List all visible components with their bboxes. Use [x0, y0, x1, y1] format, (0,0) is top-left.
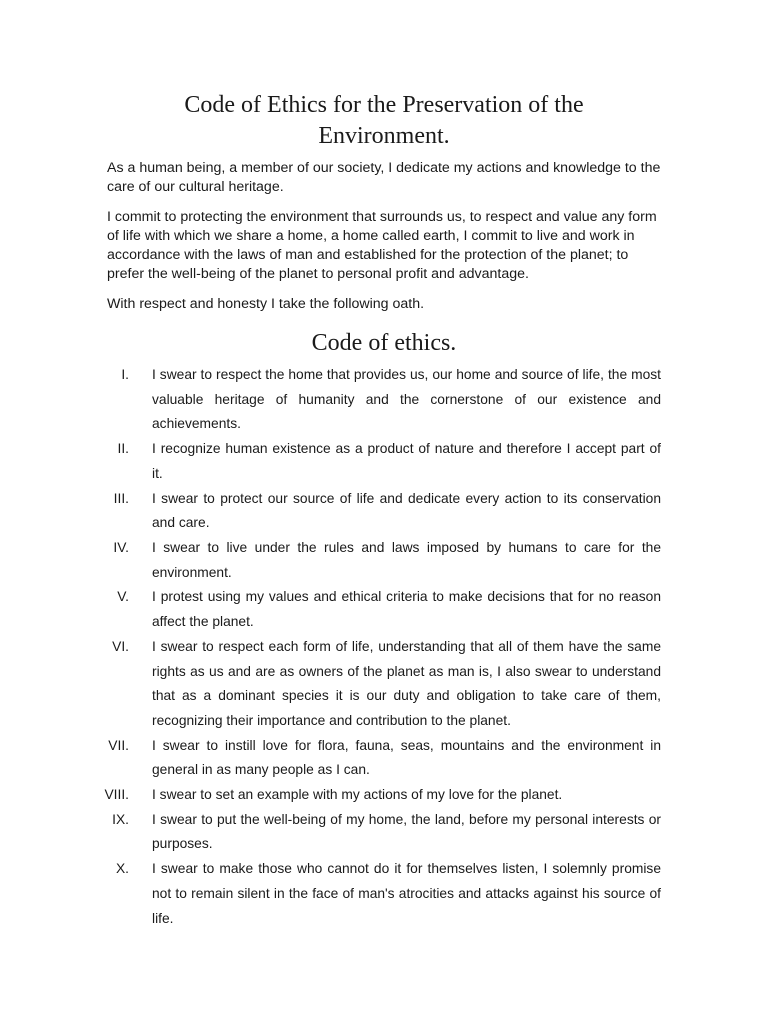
commitment-paragraph: I commit to protecting the environment that surrounds us, to respect and value any form of life with which we share a home, a home called earth, I commit to live and work in accordance with the laws of man and established for the protection of the planet; to prefer the well-being of the planet to personal profit and advantage.	[107, 208, 657, 283]
list-item-number: VI.	[112, 638, 129, 654]
list-item	[104, 783, 661, 808]
list-item	[107, 437, 661, 486]
document-title: Code of Ethics for the Preservation of the Environment.	[184, 92, 584, 149]
list-item-number: VII.	[108, 737, 129, 753]
list-item-text: I swear to respect the home that provides us, our home and source of life, the most valuable heritage of humanity and the cornerstone of our existence and achievements.	[152, 367, 661, 432]
list-item-number: III.	[113, 490, 129, 506]
list-item-number: II.	[117, 441, 129, 457]
list-item	[107, 585, 661, 634]
list-item-number: IX.	[112, 811, 129, 827]
list-item-text: I protest using my values and ethical criteria to make decisions that for no reason affect the planet.	[152, 589, 661, 630]
list-item-number: IV.	[113, 540, 129, 555]
list-item-text: I swear to put the well-being of my home, the land, before my personal interests or purposes.	[152, 811, 661, 852]
list-item	[107, 808, 661, 857]
list-item-text: I swear to protect our source of life and dedicate every action to its conservation and care.	[152, 490, 661, 531]
list-item-text: I swear to respect each form of life, understanding that all of them have the same rights as us and are as owners of the planet as man is, I also swear to understand that as a dominant species it is our duty and obligation to take care of them, recognizing their importance and contribution to the planet.	[152, 638, 661, 728]
list-item	[107, 536, 661, 585]
list-item	[107, 363, 661, 437]
section-title: Code of ethics.	[311, 330, 457, 357]
list-item-text: I swear to instill love for flora, fauna, seas, mountains and the environment in general in as many people as I can.	[152, 737, 661, 778]
list-item-text: I recognize human existence as a product of nature and therefore I accept part of it.	[152, 441, 661, 481]
list-item	[107, 487, 661, 536]
list-item	[107, 734, 661, 783]
list-item-number: V.	[117, 589, 129, 605]
document-page	[104, 90, 661, 931]
intro-paragraph: As a human being, a member of our society, I dedicate my actions and knowledge to the care of our cultural heritage.	[107, 160, 661, 196]
list-item	[107, 857, 661, 931]
list-item-number: X.	[115, 861, 129, 877]
list-item-text: I swear to make those who cannot do it for themselves listen, I solemnly promise not to remain silent in the face of man's atrocities and attacks against his source of life.	[152, 861, 661, 926]
oath-list	[104, 363, 661, 931]
list-item-number: I.	[121, 367, 129, 383]
list-item-text: I swear to live under the rules and laws imposed by humans to care for the environment.	[152, 540, 661, 580]
list-item-number: VIII.	[104, 787, 129, 803]
oath-intro-paragraph: With respect and honesty I take the following oath.	[107, 295, 425, 312]
list-item	[107, 635, 661, 734]
list-item-text: I swear to set an example with my actions of my love for the planet.	[152, 787, 563, 803]
